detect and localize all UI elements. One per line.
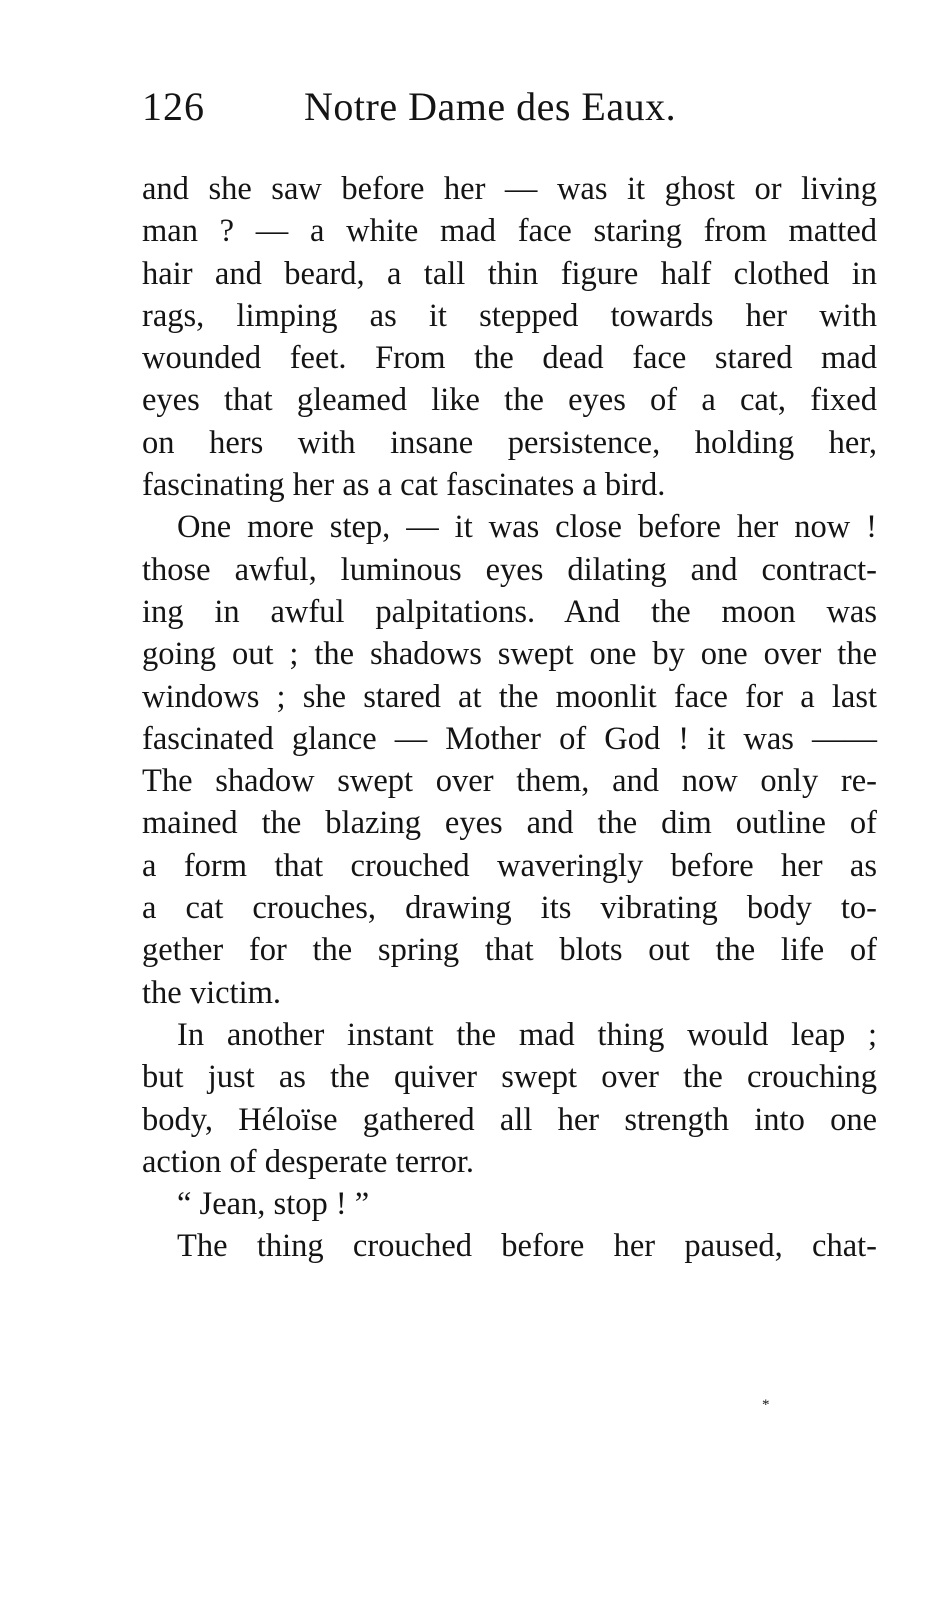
dialogue-line: “ Jean, stop ! ” xyxy=(177,1186,370,1223)
text-line: hair and beard, a tall thin figure half clothed in xyxy=(142,255,877,292)
paragraph-first-line: One more step, — it was close before her now ! xyxy=(177,509,877,546)
text-line: fascinated glance — Mother of God ! it was —— xyxy=(142,720,877,757)
text-line: eyes that gleamed like the eyes of a cat, fixed xyxy=(142,382,877,419)
text-line: The shadow swept over them, and now only re- xyxy=(142,763,877,800)
text-line: windows ; she stared at the moonlit face for a last xyxy=(142,678,877,715)
paragraph-first-line: The thing crouched before her paused, chat- xyxy=(177,1228,877,1265)
text-line: but just as the quiver swept over the crouching xyxy=(142,1059,877,1096)
text-line: wounded feet. From the dead face stared mad xyxy=(142,340,877,377)
text-line: fascinating her as a cat fascinates a bird. xyxy=(142,467,666,504)
signature-mark: * xyxy=(762,1397,770,1413)
text-line: the victim. xyxy=(142,974,281,1011)
page-header xyxy=(142,82,877,132)
text-line: ing in awful palpitations. And the moon was xyxy=(142,593,877,630)
page-number: 126 xyxy=(142,84,205,129)
paragraph-first-line: In another instant the mad thing would leap ; xyxy=(177,1016,877,1053)
running-title: Notre Dame des Eaux. xyxy=(304,84,677,129)
body-text xyxy=(142,168,877,1268)
text-line: gether for the spring that blots out the life of xyxy=(142,932,877,969)
text-line: going out ; the shadows swept one by one over the xyxy=(142,636,877,673)
text-line: those awful, luminous eyes dilating and contract- xyxy=(142,551,877,588)
text-line: rags, limping as it stepped towards her with xyxy=(142,297,877,334)
text-line: on hers with insane persistence, holding her, xyxy=(142,424,877,461)
text-line: body, Héloïse gathered all her strength into one xyxy=(142,1101,877,1138)
text-line: and she saw before her — was it ghost or living xyxy=(142,171,877,207)
text-line: mained the blazing eyes and the dim outline of xyxy=(142,805,877,842)
text-line: a form that crouched waveringly before her as xyxy=(142,847,877,884)
text-line: a cat crouches, drawing its vibrating body to- xyxy=(142,890,877,927)
text-line: man ? — a white mad face staring from matted xyxy=(142,213,877,250)
text-line: action of desperate terror. xyxy=(142,1143,475,1180)
